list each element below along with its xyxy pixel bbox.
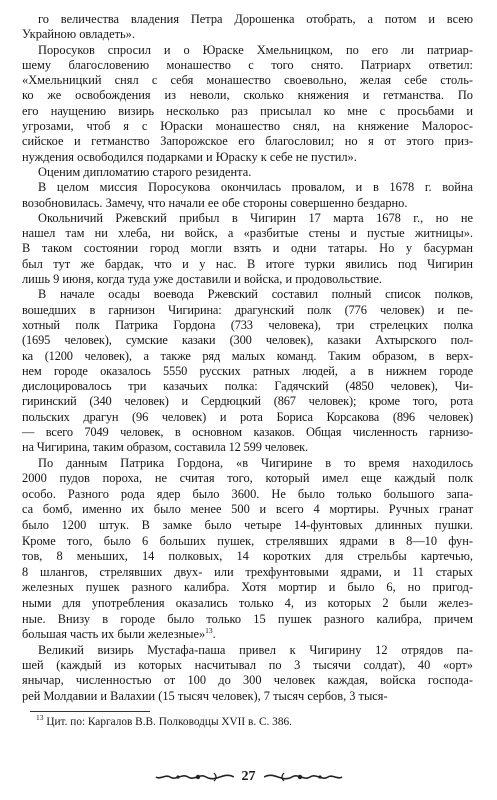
text-line: В целом миссия Поросукова окончилась провалом, и в 1678 г. война — [38, 180, 473, 195]
text-line: са бомб, именно их было менее 500 и всего 4 мортиры. Ручных гранат — [22, 502, 473, 517]
text-line: (1695 человек), сумские казаки (300 человек), казаки Ахтырского пол- — [22, 333, 473, 348]
text-line: нуждения освободился подарками и Юраску к себе не пустил». — [22, 149, 357, 164]
footnote-ref-marker: 13 — [205, 626, 213, 636]
paragraph — [22, 211, 473, 287]
text-line: В таком состоянии город могли взять и одни татары. Но у басурман — [22, 241, 473, 256]
text-line: Кроме того, было 6 больших пушек, стрелявших ядрами в 8—10 фун- — [22, 533, 473, 548]
page-number: 27 — [241, 769, 256, 784]
paragraph — [22, 643, 473, 704]
text-line: янычар, численностью от 100 до 300 человек каждая, войска господа- — [22, 673, 473, 688]
ornament-left-icon — [154, 769, 234, 785]
text-line: го величества владения Петра Дорошенка отобрать, а потом и всею — [38, 12, 473, 26]
paragraph — [22, 456, 473, 643]
text-line: польских драгун (96 человек) и рота Бориса Корсакова (896 человек) — [22, 409, 473, 424]
text-line: на Чигирина, таким образом, составила 12 599 человек. — [22, 440, 309, 455]
text-line: железных пушек разного калибра. Хотя мортир и было 6, но пригод- — [22, 580, 473, 595]
text-line: В начале осады воевода Ржевский составил полный список полков, — [38, 287, 473, 302]
text-line: ными для употребления оказались только 4, из которых 2 были желез- — [22, 595, 473, 610]
text-line: «Хмельницкий снял с себя монашество своевольно, желая себе столь- — [22, 73, 473, 88]
text-line: гиринский (340 человек) и Сердюцкий (867 человек); кроме того, рота — [22, 394, 473, 409]
text-line: ко же освобождения из неволи, сколько княжения и гетманства. По — [22, 88, 473, 103]
text-line: возобновилась. Замечу, что начали ее обе стороны совершенно бездарно. — [22, 195, 408, 210]
text-line: сийское и гетманство Запорожское его благословил; но я от этого приз- — [22, 134, 473, 149]
text-line: хотный полк Патрика Гордона (733 человека), три стрелецких полка — [22, 317, 473, 332]
paragraph — [22, 287, 473, 455]
text-line: — всего 7049 человек, в основном казаков. Общая численность гарнизо- — [22, 425, 473, 440]
text-line: Поросуков спросил и о Юраске Хмельницком, по его ли патриар- — [38, 42, 473, 57]
footnote-separator — [30, 711, 150, 712]
text-line: ные. Внизу в городе было только 15 пушек разного калибра, причем — [22, 611, 473, 626]
text-line: Окольничий Ржевский прибыл в Чигирин 17 марта 1678 г., но не — [38, 210, 473, 225]
text-line: дислоцировалось три казачьих полка: Гадячский (4850 человек), Чи- — [22, 379, 473, 394]
text-line: большая часть их были железные»$^{13}$. — [22, 626, 216, 642]
body-text — [22, 12, 473, 704]
text-line: рей Молдавии и Валахии (15 тысяч человек), 7 тысяч сербов, 3 тыся- — [22, 688, 388, 703]
text-line: шей (каждый из которых насчитывал по 3 тысячи солдат), 40 «орт» — [22, 658, 473, 673]
text-line: Великий визирь Мустафа-паша привел к Чигирину 12 отрядов па- — [38, 642, 473, 657]
footnote-text: Цит. по: Каргалов В.В. Полководцы XVII в. С. 386. — [46, 715, 292, 728]
text-line: шему благословению монашество с того снято. Патриарх ответил: — [22, 57, 473, 72]
paragraph — [22, 180, 473, 211]
text-line: Украйною овладеть». — [22, 27, 135, 42]
text-line: тов, 8 меньших, 14 полковых, 14 коротких для стрельбы картечью, — [22, 549, 473, 564]
text-line: вошедших в гарнизон Чигирина: драгунский полк (776 человек) и пе- — [22, 302, 473, 317]
text-line: особо. Разного рода ядер было 3600. Не было только большого запа- — [22, 486, 473, 501]
footnote-marker: 13 — [36, 713, 44, 723]
text-line: был тут же бардак, что и у нас. В итоге турки явились под Чигирин — [22, 256, 473, 271]
text-line: По данным Патрика Гордона, «в Чигирине в то время находилось — [38, 455, 473, 470]
footnote — [22, 715, 473, 729]
text-line: 2000 пудов пороха, не считая того, который имел еще каждый полк — [22, 471, 473, 486]
text-line: Оценим дипломатию старого резидента. — [38, 164, 252, 179]
paragraph — [22, 12, 473, 43]
page-ornament — [0, 765, 497, 789]
text-line: его наущению визирь несколько раз присылал ко мне с просьбами и — [22, 103, 473, 118]
text-line: ка (1200 человек), а также ряд малых команд. Таким образом, в верх- — [22, 348, 473, 363]
text-line: нем городе оказалось 5550 русских ратных людей, а в нижнем городе — [22, 363, 473, 378]
ornament-right-icon — [264, 769, 344, 785]
paragraph — [22, 165, 473, 180]
text-line: было 1200 штук. В замке было четыре 14-фунтовых длинных пушки. — [22, 517, 473, 532]
text-line: нашел там ни хлеба, ни войск, а «разбитые стены и пустые житницы». — [22, 226, 473, 241]
text-line: угрозами, чтоб я с Юраски монашество снял, на княжение Малорос- — [22, 119, 473, 134]
paragraph — [22, 43, 473, 165]
text-line: лишь 9 июня, когда туда уже доставили и войска, и продовольствие. — [22, 272, 382, 287]
text-line: 8 шлангов, стрелявших двух- или трехфунтовыми ядрами, и 11 старых — [22, 564, 473, 579]
